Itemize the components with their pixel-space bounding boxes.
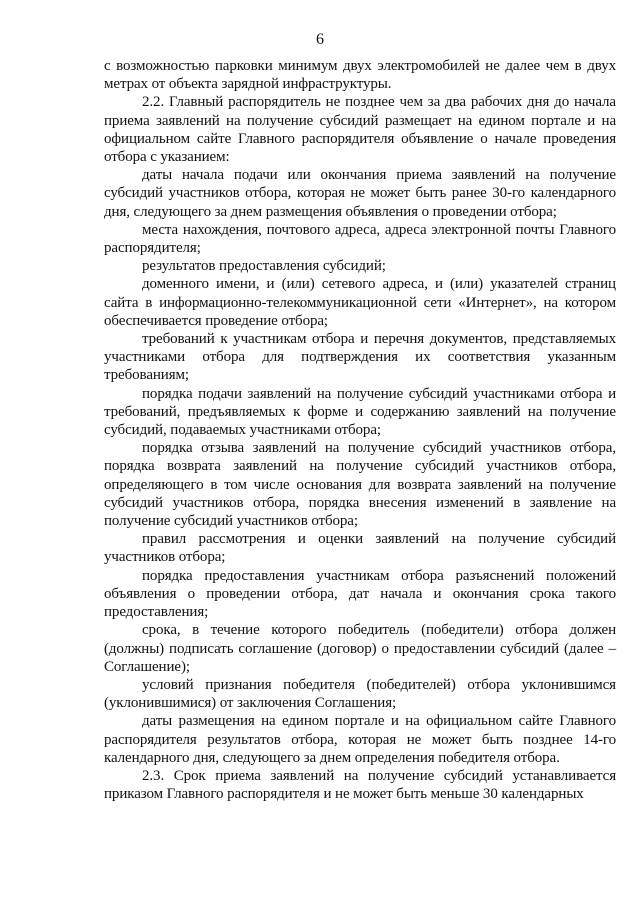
paragraph: даты начала подачи или окончания приема заявлений на получение субсидий участников отбора, которая не может быть ранее 30-го календарного дня, следующего за днем размещения объявления о проведении отбора; — [104, 167, 616, 220]
paragraph: условий признания победителя (победителей) отбора уклонившимся (уклонившимися) от заключения Соглашения; — [104, 676, 616, 712]
paragraph: порядка предоставления участникам отбора разъяснений положений объявления о проведении отбора, дат начала и окончания срока такого предоставления; — [104, 567, 616, 621]
paragraph: порядка отзыва заявлений на получение субсидий участников отбора, порядка возврата заявлений на получение субсидий участников отбора, определяющего в том числе основания для возврата заявлений на получение субсидий участников отбора, порядка внесения изменений в заявление на получение субсидий участников отбора; — [104, 440, 616, 530]
page-number: 6 — [316, 31, 324, 48]
paragraph: правил рассмотрения и оценки заявлений на получение субсидий участников отбора; — [104, 531, 616, 566]
paragraph: доменного имени, и (или) сетевого адреса, и (или) указателей страниц сайта в информационно-телекоммуникационной сети «Интернет», на котором обеспечивается проведение отбора; — [104, 276, 616, 329]
document-body — [104, 57, 616, 803]
paragraph: места нахождения, почтового адреса, адреса электронной почты Главного распорядителя; — [104, 221, 616, 257]
paragraph: порядка подачи заявлений на получение субсидий участниками отбора и требований, предъявляемых к форме и содержанию заявлений на получение субсидий, подаваемых участниками отбора; — [104, 385, 616, 439]
paragraph: срока, в течение которого победитель (победители) отбора должен (должны) подписать соглашение (договор) о предоставлении субсидий (далее – Соглашение); — [104, 622, 616, 675]
paragraph: 2.2. Главный распорядитель не позднее чем за два рабочих дня до начала приема заявлений на получение субсидий размещает на едином портале и на официальном сайте Главного распорядителя объявление о начале проведения отбора с указанием: — [104, 94, 616, 166]
paragraph: 2.3. Срок приема заявлений на получение субсидий устанавливается приказом Главного распорядителя и не может быть меньше 30 календарных — [104, 767, 616, 803]
paragraph: с возможностью парковки минимум двух электромобилей не далее чем в двух метрах от объекта зарядной инфраструктуры. — [104, 58, 616, 93]
paragraph: требований к участникам отбора и перечня документов, представляемых участниками отбора для подтверждения их соответствия указанным требованиям; — [104, 331, 616, 384]
paragraph: даты размещения на едином портале и на официальном сайте Главного распорядителя результатов отбора, которая не может быть позднее 14-го календарного дня, следующего за днем определения победителя отбора. — [104, 713, 616, 766]
paragraph: результатов предоставления субсидий; — [142, 258, 386, 275]
